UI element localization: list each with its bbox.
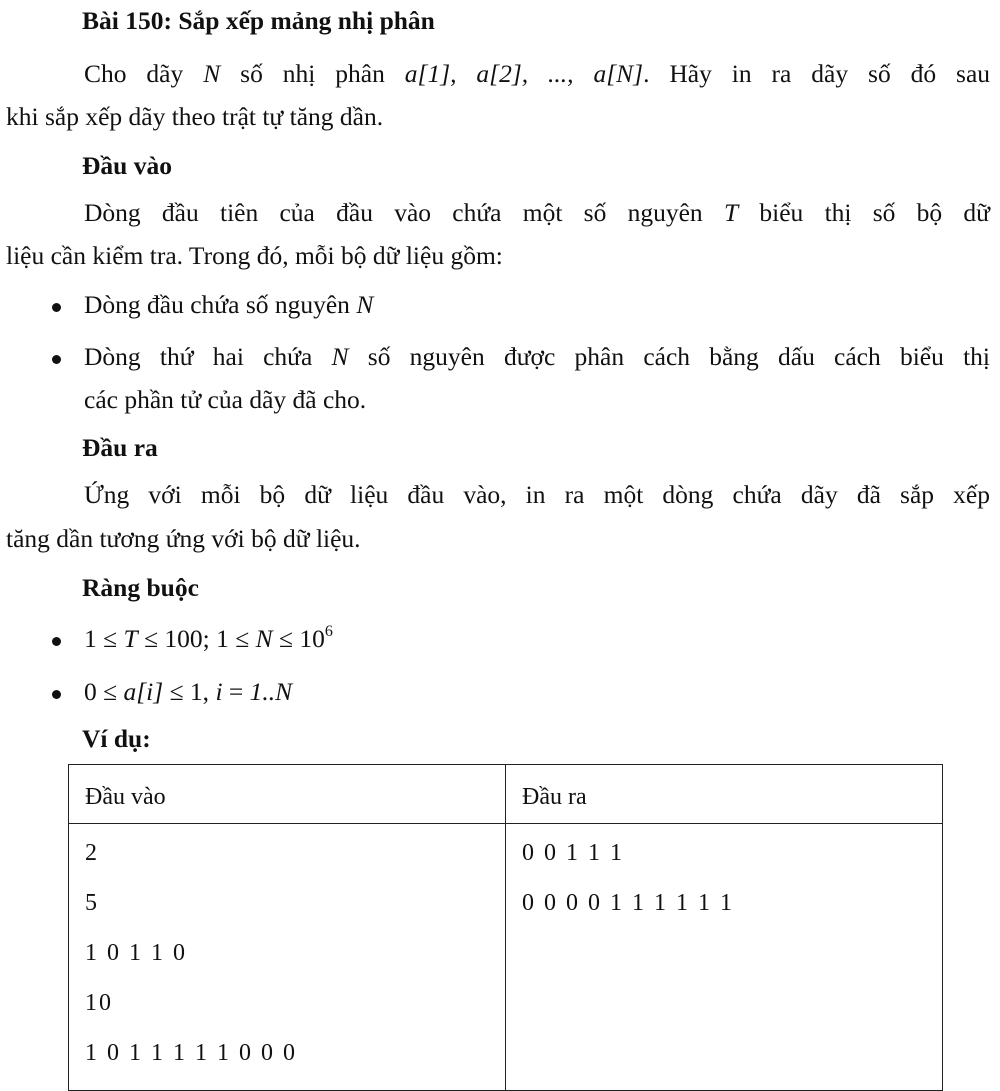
input-bullet-2-line-2: các phần tử của dãy đã cho. [84, 385, 367, 414]
input-para-line-2: liệu cần kiểm tra. Trong đó, mỗi bộ dữ liệu gồm: [6, 241, 503, 270]
description-line-1: Cho dãy N số nhị phân a[1], a[2], ..., a[N]. Hãy in ra dãy số đó sau [84, 59, 991, 88]
bullet-dot [52, 303, 61, 312]
example-input-line: 10 [85, 990, 113, 1016]
example-header-output: Đầu ra [506, 765, 943, 824]
example-input-line: 2 [85, 840, 99, 866]
constraint-1: 1 ≤ T ≤ 100; $1 \le N \le 10^6$ [84, 623, 333, 653]
example-output-cell [506, 824, 943, 1091]
input-bullet-2-line-1: Dòng thứ hai chứa N số nguyên được phân cách bằng dấu cách biểu thị [84, 342, 991, 371]
problem-title: Bài 150: Sắp xếp mảng nhị phân [82, 6, 435, 35]
output-line-1: Ứng với mỗi bộ dữ liệu đầu vào, in ra một dòng chứa dãy đã sắp xếp [84, 480, 990, 509]
description-line-2: khi sắp xếp dãy theo trật tự tăng dần. [6, 102, 384, 131]
example-output-line: 0 0 0 0 1 1 1 1 1 1 [522, 890, 734, 916]
example-header-input: Đầu vào [69, 765, 506, 824]
example-input-line: 5 [85, 890, 99, 916]
output-heading: Đầu ra [82, 433, 158, 462]
example-heading: Ví dụ: [82, 724, 151, 753]
bullet-dot [52, 690, 61, 699]
input-bullet-1: Dòng đầu chứa số nguyên N [84, 290, 374, 319]
output-line-2: tăng dần tương ứng với bộ dữ liệu. [6, 524, 361, 553]
bullet-dot [52, 355, 61, 364]
example-output-line: 0 0 1 1 1 [522, 840, 624, 866]
example-input-line: 1 0 1 1 0 [85, 940, 187, 966]
constraints-heading: Ràng buộc [82, 573, 199, 602]
example-input-cell [69, 824, 506, 1091]
constraint-2: 0 ≤ a[i] ≤ 1, i = 1..N [84, 677, 293, 706]
input-para-line-1: Dòng đầu tiên của đầu vào chứa một số nguyên T biểu thị số bộ dữ [84, 198, 991, 227]
example-table [68, 764, 943, 1091]
example-input-line: 1 0 1 1 1 1 1 0 0 0 [85, 1040, 297, 1066]
bullet-dot [52, 637, 61, 646]
example-body-row [69, 824, 943, 1091]
input-heading: Đầu vào [82, 151, 172, 180]
example-header-row [69, 765, 943, 824]
